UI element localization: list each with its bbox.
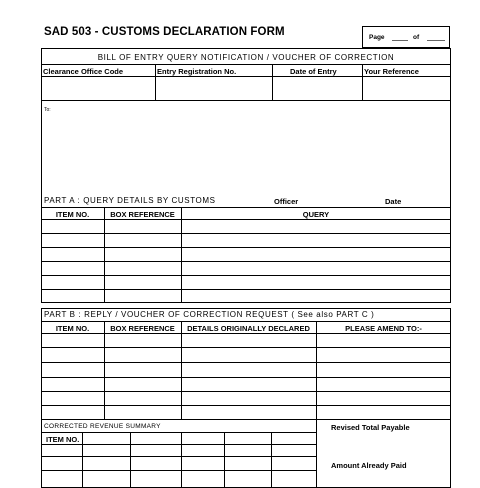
divider [41, 321, 451, 322]
revised-total-payable-label: Revised Total Payable [331, 423, 410, 432]
amount-already-paid-field[interactable] [320, 471, 448, 485]
divider [41, 207, 451, 208]
clearance-office-code-field[interactable] [42, 77, 154, 99]
table-row [41, 405, 451, 406]
date-of-entry-field[interactable] [273, 77, 361, 99]
part-b-item-no-header: ITEM NO. [55, 324, 90, 333]
part-b-title: PART B : REPLY / VOUCHER OF CORRECTION REQUEST ( See also PART C ) [44, 310, 375, 319]
table-row [41, 347, 451, 348]
table-row [41, 377, 451, 378]
page-number-box [362, 26, 450, 48]
entry-registration-label: Entry Registration No. [157, 67, 237, 76]
of-label: of [413, 34, 420, 41]
amount-already-paid-label: Amount Already Paid [331, 461, 407, 470]
officer-label: Officer [274, 197, 299, 206]
revenue-item-no-header: ITEM NO. [46, 435, 80, 444]
divider [41, 100, 451, 101]
details-originally-declared-header: DETAILS ORIGINALLY DECLARED [187, 324, 310, 333]
page-total-field[interactable] [427, 40, 445, 41]
table-row [41, 261, 451, 262]
table-row [41, 362, 451, 363]
bill-of-entry-banner: BILL OF ENTRY QUERY NOTIFICATION / VOUCHER OF CORRECTION [97, 53, 395, 62]
to-label: To: [44, 107, 51, 113]
divider [41, 419, 451, 420]
form-title: SAD 503 - CUSTOMS DECLARATION FORM [44, 26, 285, 38]
part-a-box-reference-header: BOX REFERENCE [110, 210, 175, 219]
please-amend-to-header: PLEASE AMEND TO:- [345, 324, 422, 333]
divider [41, 219, 451, 220]
table-row [41, 233, 451, 234]
page-label: Page [369, 34, 385, 41]
your-reference-field[interactable] [363, 77, 450, 99]
page-number-field[interactable] [392, 40, 408, 41]
date-of-entry-label: Date of Entry [290, 67, 337, 76]
table-row [41, 247, 451, 248]
table-row [41, 275, 451, 276]
entry-registration-field[interactable] [156, 77, 271, 99]
part-a-title: PART A : QUERY DETAILS BY CUSTOMS [44, 196, 216, 205]
table-row [41, 391, 451, 392]
date-label: Date [385, 197, 402, 206]
divider [41, 64, 451, 65]
revised-total-payable-field[interactable] [320, 434, 448, 454]
clearance-office-code-label: Clearance Office Code [43, 67, 124, 76]
corrected-revenue-summary-title: CORRECTED REVENUE SUMMARY [44, 423, 161, 430]
part-a-item-no-header: ITEM NO. [55, 210, 90, 219]
table-row [41, 289, 451, 290]
addressee-field[interactable] [42, 114, 450, 194]
part-a-query-header: QUERY [302, 210, 330, 219]
part-b-box-reference-header: BOX REFERENCE [110, 324, 175, 333]
divider [41, 333, 451, 334]
your-reference-label: Your Reference [364, 67, 419, 76]
